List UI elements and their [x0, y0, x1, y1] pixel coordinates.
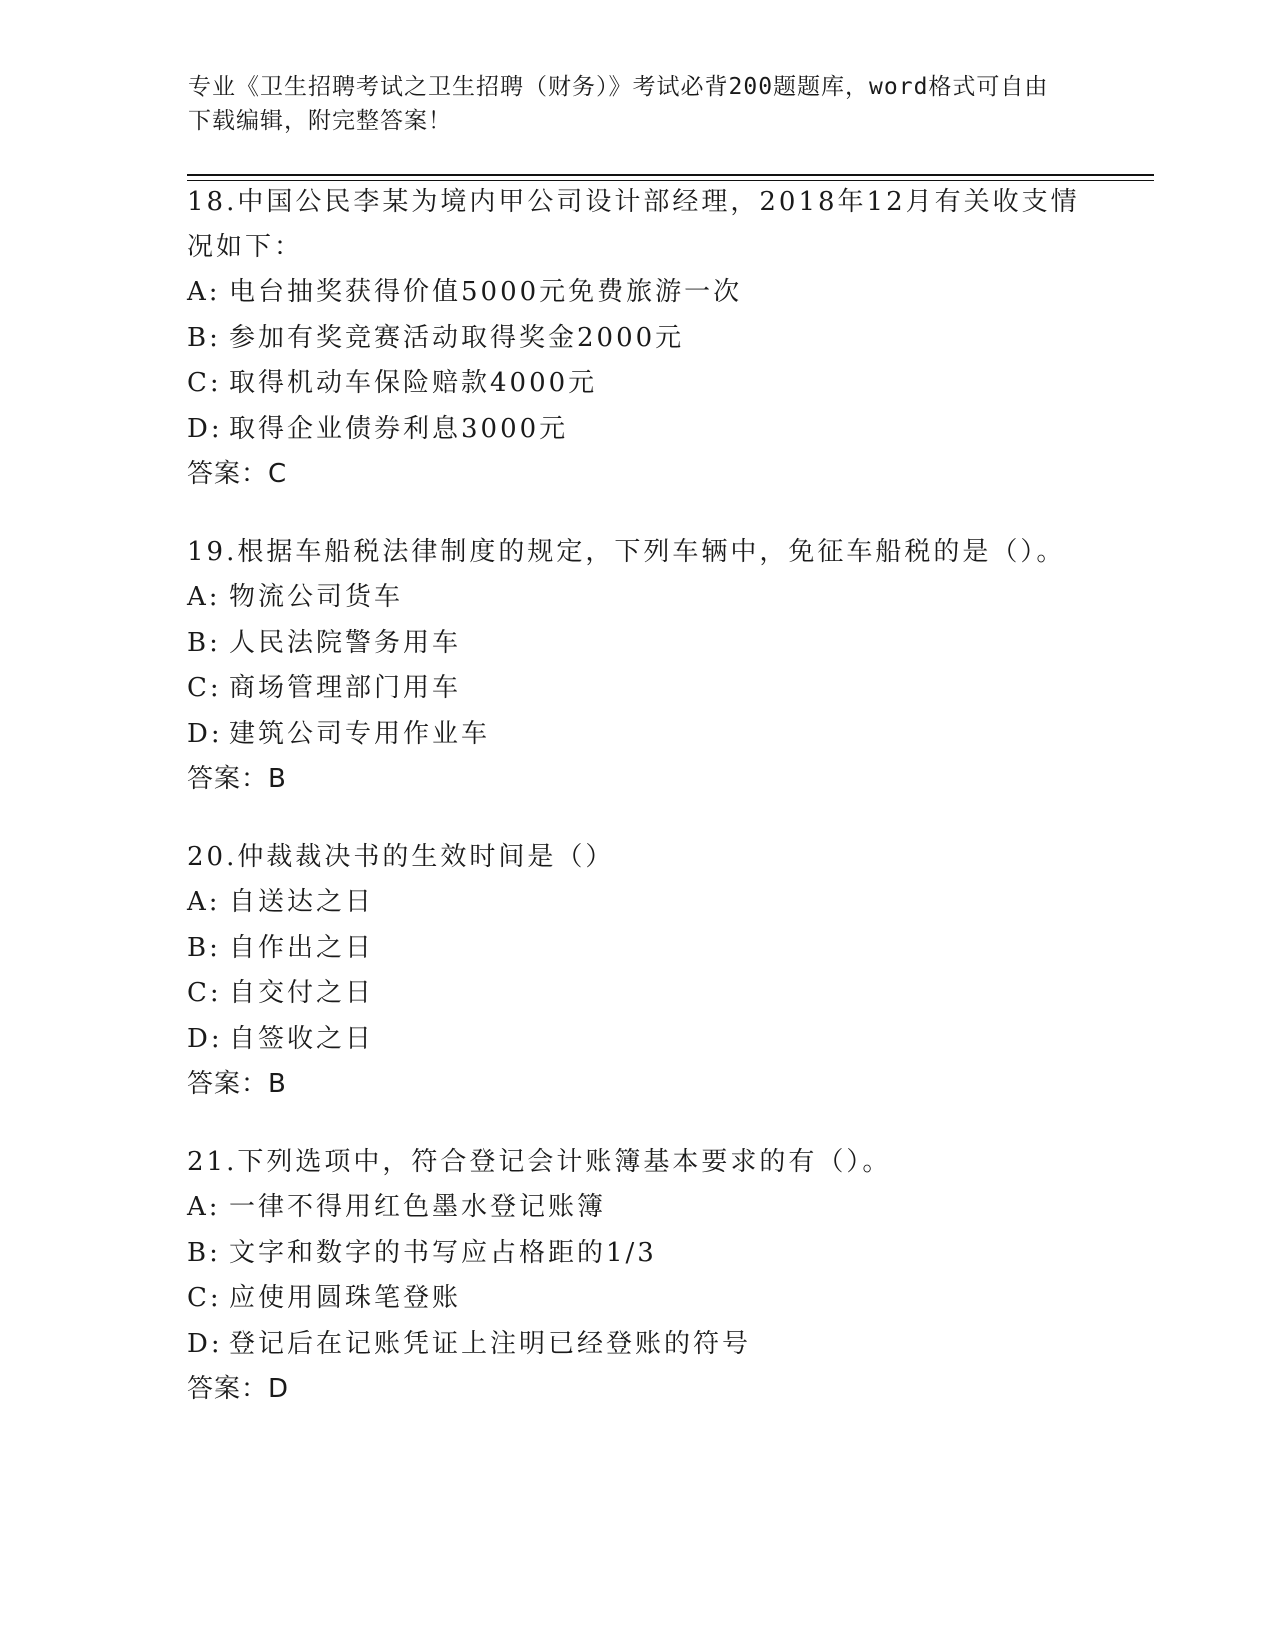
option-text: 建筑公司专用作业车 [229, 718, 491, 749]
option-c [187, 666, 1087, 712]
question-number: 21. [187, 1147, 238, 1177]
option-b [187, 621, 1087, 667]
option-text: 取得企业债券利息3000元 [229, 413, 569, 444]
option-text: 参加有奖竞赛活动取得奖金2000元 [229, 322, 685, 353]
question-18 [187, 180, 1087, 497]
question-20 [187, 835, 1087, 1107]
header-text: 专业《卫生招聘考试之卫生招聘（财务）》考试必背200题题库，word格式可自由下载编辑，附完整答案！ [188, 74, 1049, 134]
option-text: 应使用圆珠笔登账 [229, 1283, 462, 1313]
option-letter: A: [187, 277, 221, 307]
answer: 答案：B [187, 1069, 287, 1099]
question-stem [187, 180, 1087, 270]
option-letter: B: [187, 1237, 221, 1268]
option-d [187, 712, 1087, 758]
option-letter: C: [187, 1283, 222, 1313]
document-header [188, 70, 1068, 138]
option-letter: C: [187, 368, 222, 398]
option-text: 自签收之日 [229, 1023, 375, 1054]
option-d [187, 1017, 1087, 1063]
option-c [187, 1276, 1087, 1322]
question-number: 20. [187, 842, 238, 872]
option-letter: B: [187, 627, 221, 658]
question-text: 中国公民李某为境内甲公司设计部经理，2018年12月有关收支情况如下： [187, 187, 1080, 262]
option-a [187, 575, 1087, 621]
question-stem [187, 835, 1087, 880]
option-b [187, 1231, 1087, 1277]
option-letter: D: [187, 413, 223, 444]
option-letter: D: [187, 718, 223, 749]
option-c [187, 971, 1087, 1017]
option-letter: B: [187, 932, 221, 963]
option-letter: D: [187, 1023, 223, 1054]
option-text: 自交付之日 [229, 978, 375, 1008]
answer: 答案：B [187, 764, 287, 794]
option-letter: D: [187, 1328, 223, 1359]
question-number: 19. [187, 537, 238, 567]
option-a [187, 1185, 1087, 1231]
question-stem [187, 530, 1087, 575]
question-number: 18. [187, 187, 238, 217]
question-stem [187, 1140, 1087, 1185]
option-letter: A: [187, 582, 221, 612]
option-b [187, 316, 1087, 362]
option-text: 物流公司货车 [229, 582, 404, 612]
option-text: 自送达之日 [229, 887, 375, 917]
option-letter: C: [187, 673, 222, 703]
question-19 [187, 530, 1087, 802]
question-text: 仲裁裁决书的生效时间是（） [237, 842, 615, 872]
question-21 [187, 1140, 1087, 1412]
option-text: 取得机动车保险赔款4000元 [229, 368, 598, 398]
option-b [187, 926, 1087, 972]
option-text: 登记后在记账凭证上注明已经登账的符号 [229, 1328, 752, 1359]
option-a [187, 880, 1087, 926]
option-text: 文字和数字的书写应占格距的1/3 [229, 1237, 657, 1268]
option-letter: A: [187, 1192, 221, 1222]
header-divider-thick [187, 174, 1154, 176]
answer: 答案：D [187, 1374, 290, 1404]
option-text: 商场管理部门用车 [229, 673, 462, 703]
option-text: 电台抽奖获得价值5000元免费旅游一次 [229, 277, 743, 307]
option-a [187, 270, 1087, 316]
question-text: 下列选项中，符合登记会计账簿基本要求的有（）。 [237, 1147, 892, 1177]
option-text: 人民法院警务用车 [229, 627, 462, 658]
option-d [187, 407, 1087, 453]
option-letter: B: [187, 322, 221, 353]
option-c [187, 361, 1087, 407]
option-letter: A: [187, 887, 221, 917]
option-text: 自作出之日 [229, 932, 375, 963]
option-text: 一律不得用红色墨水登记账簿 [229, 1192, 607, 1222]
question-text: 根据车船税法律制度的规定，下列车辆中，免征车船税的是（）。 [237, 537, 1066, 567]
option-d [187, 1322, 1087, 1368]
answer: 答案：C [187, 459, 288, 489]
option-letter: C: [187, 978, 222, 1008]
